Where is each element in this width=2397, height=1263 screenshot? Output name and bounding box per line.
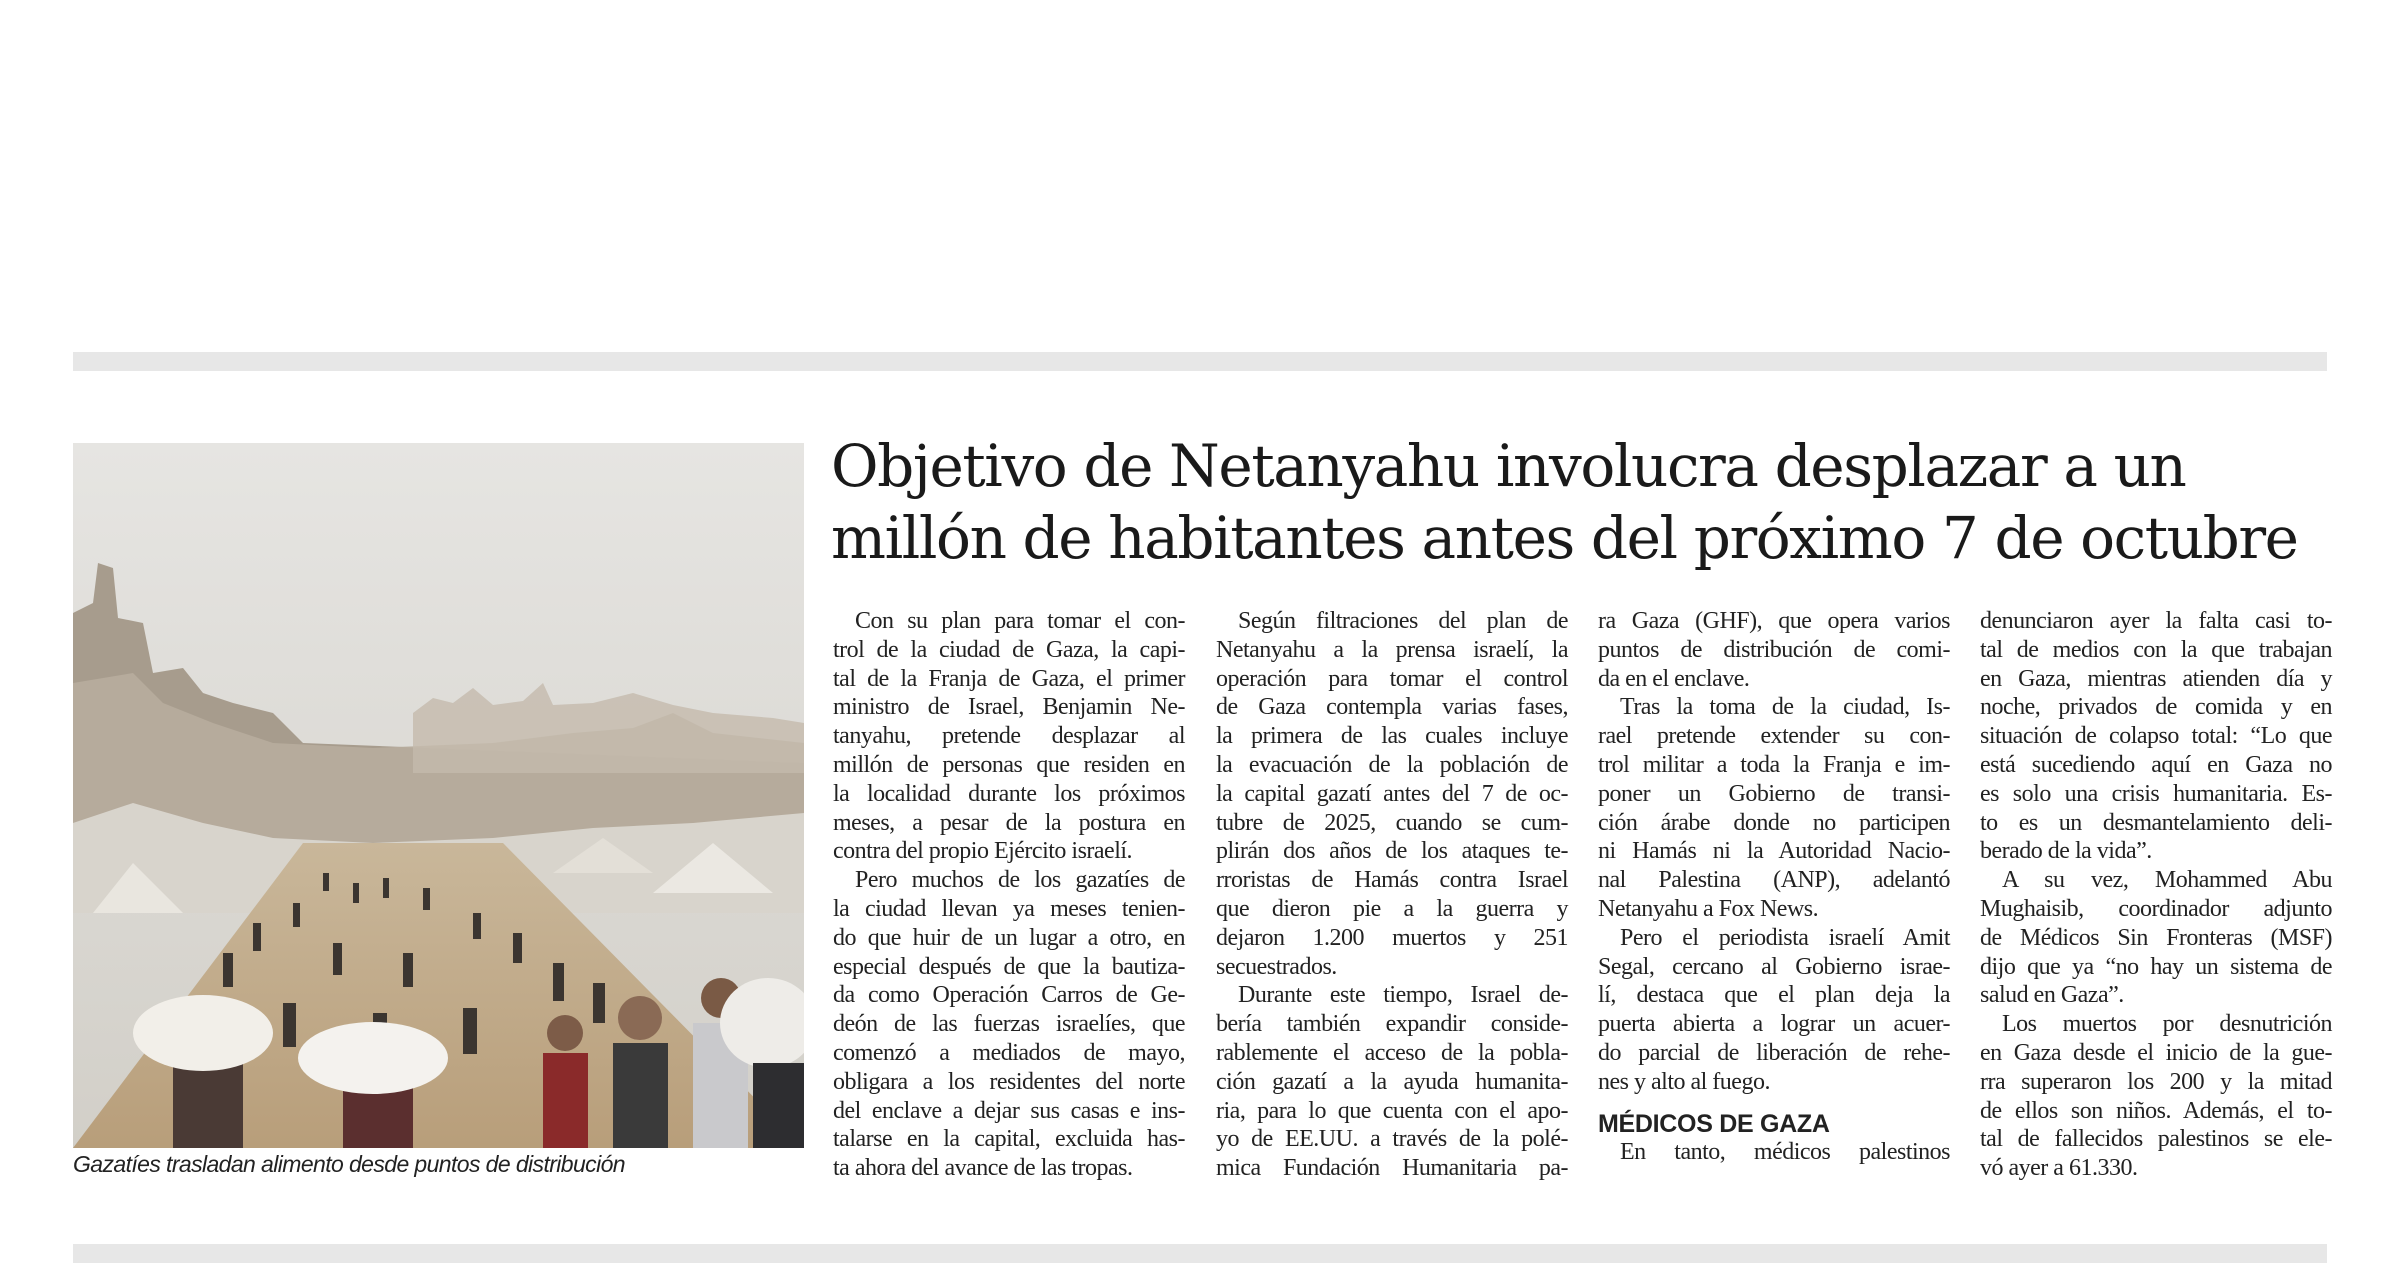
body-text-line: ra Gaza (GHF), que opera varios: [1598, 608, 1950, 634]
body-text-line: tal de medios con la que trabajan: [1980, 636, 2332, 663]
body-text-line: trol militar a toda la Franja e im-: [1598, 751, 1950, 778]
body-text-line: plirán dos años de los ataques te-: [1216, 838, 1568, 865]
body-text-line: comenzó a mediados de mayo,: [833, 1039, 1185, 1066]
body-text-line: yo de EE.UU. a través de la polé-: [1216, 1126, 1568, 1153]
body-text-line: es solo una crisis humanitaria. Es-: [1980, 780, 2332, 807]
body-text-line: deón de las fuerzas israelíes, que: [833, 1011, 1185, 1038]
body-text-line: do parcial de liberación de rehe-: [1598, 1039, 1950, 1066]
body-text-line: de Médicos Sin Fronteras (MSF): [1980, 924, 2332, 951]
body-text-line: Con su plan para tomar el con-: [855, 608, 1185, 634]
body-text-line: Pero muchos de los gazatíes de: [855, 867, 1185, 894]
body-text-line: lí, destaca que el plan deja la: [1598, 982, 1950, 1009]
body-text-line: Tras la toma de la ciudad, Is-: [1620, 694, 1950, 721]
body-text-line: especial después de que la bautiza-: [833, 953, 1185, 980]
article-column-4: [1980, 607, 2332, 1183]
body-text-line: to es un desmantelamiento deli-: [1980, 809, 2332, 836]
body-text-line: ministro de Israel, Benjamin Ne-: [833, 694, 1185, 721]
body-text-line: mica Fundación Humanitaria pa-: [1216, 1155, 1568, 1182]
body-text-line: de ellos son niños. Además, el to-: [1980, 1097, 2332, 1124]
body-text-line: dijo que ya “no hay un sistema de: [1980, 953, 2332, 980]
body-text-line: bería también expandir conside-: [1216, 1011, 1568, 1038]
body-text-line: la capital gazatí antes del 7 de oc-: [1216, 780, 1568, 807]
article-column-3: [1598, 607, 1950, 1167]
body-text-line: tanyahu, pretende desplazar al: [833, 723, 1185, 750]
headline-line-1: Objetivo de Netanyahu involucra desplazar a un: [831, 432, 2186, 500]
body-text-line: A su vez, Mohammed Abu: [2002, 867, 2332, 894]
body-text-line: nes y alto al fuego.: [1598, 1068, 1770, 1095]
body-text-line: en Gaza, mientras atienden día y: [1980, 665, 2332, 692]
body-text-line: Netanyahu a la prensa israelí, la: [1216, 636, 1568, 663]
body-text-line: situación de colapso total: “Lo que: [1980, 723, 2332, 750]
body-text-line: ción gazatí a la ayuda humanita-: [1216, 1068, 1568, 1095]
body-text-line: tal de fallecidos palestinos se ele-: [1980, 1126, 2332, 1153]
body-text-line: obligara a los residentes del norte: [833, 1068, 1185, 1095]
body-text-line: noche, privados de comida y en: [1980, 694, 2332, 721]
body-text-line: en Gaza desde el inicio de la gue-: [1980, 1039, 2332, 1066]
body-text-line: da como Operación Carros de Ge-: [833, 982, 1185, 1009]
body-text-line: puerta abierta a lograr un acuer-: [1598, 1011, 1950, 1038]
body-text-line: trol de la ciudad de Gaza, la capi-: [833, 636, 1185, 663]
body-text-line: rael pretende extender su con-: [1598, 723, 1950, 750]
body-text-line: rroristas de Hamás contra Israel: [1216, 867, 1568, 894]
headline-line-2: millón de habitantes antes del próximo 7 de octubre: [831, 504, 2298, 572]
body-text-line: puntos de distribución de comi-: [1598, 636, 1950, 663]
body-text-line: ria, para lo que cuenta con el apo-: [1216, 1097, 1568, 1124]
top-section-rule: [73, 352, 2327, 371]
bottom-section-rule: [73, 1244, 2327, 1263]
article-photo: [73, 443, 804, 1148]
article-headline: [831, 430, 2331, 574]
body-text-line: da en el enclave.: [1598, 665, 1750, 692]
article-column-2: [1216, 607, 1568, 1183]
body-text-line: do que huir de un lugar a otro, en: [833, 924, 1185, 951]
body-text-line: tal de la Franja de Gaza, el primer: [833, 665, 1185, 692]
body-text-line: nal Palestina (ANP), adelantó: [1598, 867, 1950, 894]
body-text-line: que dieron pie a la guerra y: [1216, 895, 1568, 922]
body-text-line: millón de personas que residen en: [833, 751, 1185, 778]
body-text-line: operación para tomar el control: [1216, 665, 1568, 692]
body-text-line: de Gaza contempla varias fases,: [1216, 694, 1568, 721]
body-text-line: ta ahora del avance de las tropas.: [833, 1155, 1133, 1182]
body-text-line: Segal, cercano al Gobierno israe-: [1598, 953, 1950, 980]
body-text-line: denunciaron ayer la falta casi to-: [1980, 608, 2332, 634]
body-text-line: del enclave a dejar sus casas e ins-: [833, 1097, 1185, 1124]
body-text-line: contra del propio Ejército israelí.: [833, 838, 1133, 865]
body-text-line: talarse en la capital, excluida has-: [833, 1126, 1185, 1153]
body-text-line: rablemente el acceso de la pobla-: [1216, 1039, 1568, 1066]
section-subheading: MÉDICOS DE GAZA: [1598, 1109, 1830, 1138]
body-text-line: Netanyahu a Fox News.: [1598, 895, 1819, 922]
body-text-line: la ciudad llevan ya meses tenien-: [833, 895, 1185, 922]
photo-caption: Gazatíes trasladan alimento desde puntos de distribución: [73, 1151, 625, 1177]
body-text-line: Los muertos por desnutrición: [2002, 1011, 2332, 1038]
body-text-line: ni Hamás ni la Autoridad Nacio-: [1598, 838, 1950, 865]
body-text-line: ción árabe donde no participen: [1598, 809, 1950, 836]
body-text-line: vó ayer a 61.330.: [1980, 1155, 2138, 1182]
body-text-line: Pero el periodista israelí Amit: [1620, 924, 1950, 951]
body-text-line: Según filtraciones del plan de: [1238, 608, 1568, 634]
body-text-line: Mughaisib, coordinador adjunto: [1980, 895, 2332, 922]
body-text-line: la primera de las cuales incluye: [1216, 723, 1568, 750]
body-text-line: berado de la vida”.: [1980, 838, 2152, 865]
body-text-line: la evacuación de la población de: [1216, 751, 1568, 778]
body-text-line: Durante este tiempo, Israel de-: [1238, 982, 1568, 1009]
body-text-line: poner un Gobierno de transi-: [1598, 780, 1950, 807]
photo-gaza-crowd: [73, 443, 804, 1148]
body-text-line: dejaron 1.200 muertos y 251: [1216, 924, 1568, 951]
body-text-line: rra superaron los 200 y la mitad: [1980, 1068, 2332, 1095]
body-text-line: la localidad durante los próximos: [833, 780, 1185, 807]
body-text-line: tubre de 2025, cuando se cum-: [1216, 809, 1568, 836]
body-text-line: está sucediendo aquí en Gaza no: [1980, 751, 2332, 778]
article-column-1: [833, 607, 1185, 1183]
body-text-line: secuestrados.: [1216, 953, 1337, 980]
body-text-line: En tanto, médicos palestinos: [1620, 1139, 1950, 1166]
body-text-line: salud en Gaza”.: [1980, 982, 2124, 1009]
body-text-line: meses, a pesar de la postura en: [833, 809, 1185, 836]
